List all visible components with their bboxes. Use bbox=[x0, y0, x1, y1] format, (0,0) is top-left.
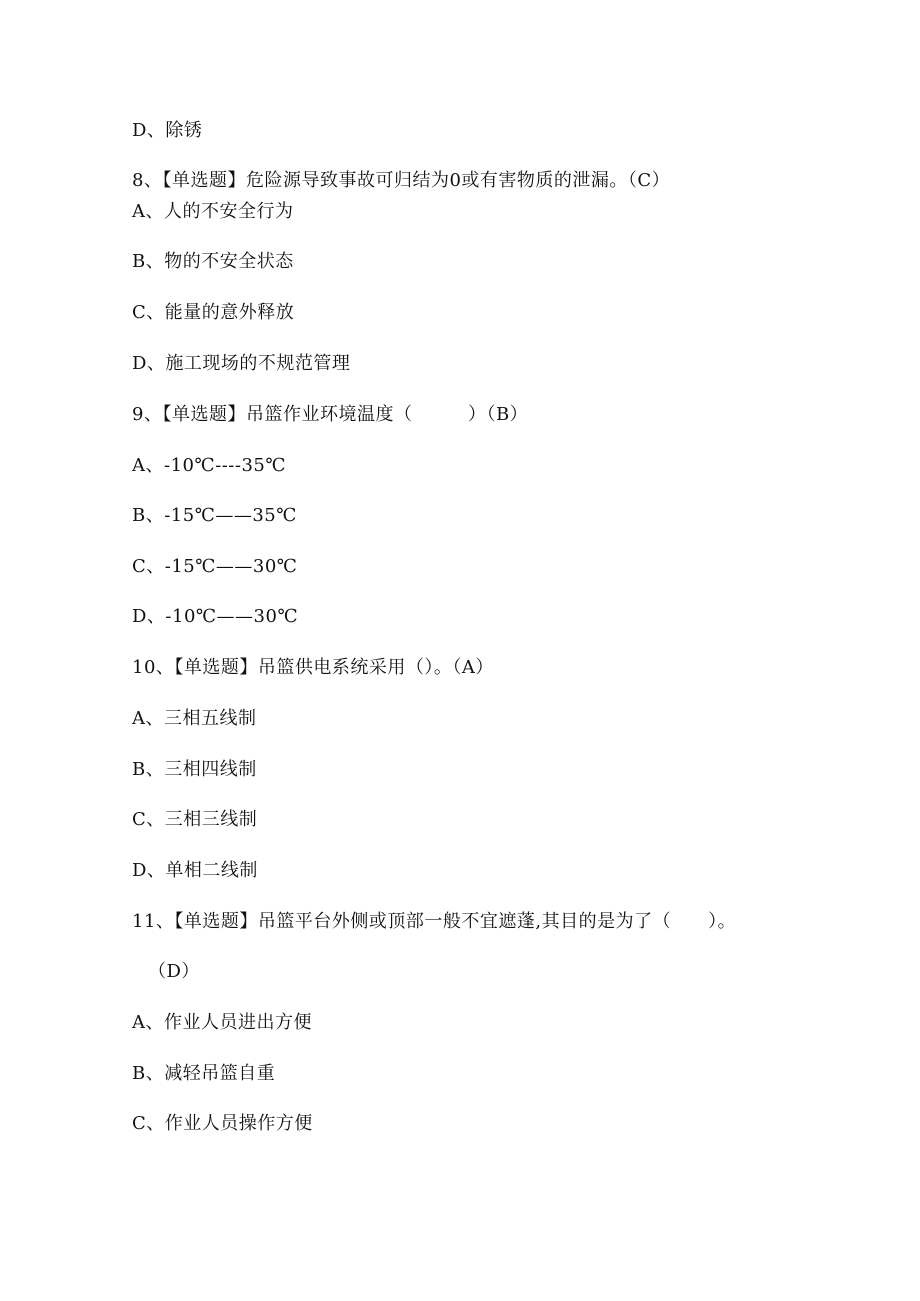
q8-question: 8、【单选题】危险源导致事故可归结为0或有害物质的泄漏。（C） bbox=[132, 170, 671, 191]
q11-answer: （D） bbox=[148, 961, 200, 982]
q9-question: 9、【单选题】吊篮作业环境温度（ ）（B） bbox=[132, 404, 529, 425]
q7-option-d: D、除锈 bbox=[132, 120, 203, 141]
q9-option-a: A、-10℃----35℃ bbox=[132, 455, 286, 476]
q8-option-d: D、施工现场的不规范管理 bbox=[132, 353, 351, 374]
q8-option-a: A、人的不安全行为 bbox=[132, 201, 294, 222]
q8-option-c: C、能量的意外释放 bbox=[132, 302, 295, 323]
q11-option-b: B、减轻吊篮自重 bbox=[132, 1063, 276, 1084]
q10-question: 10、【单选题】吊篮供电系统采用（）。（A） bbox=[132, 657, 494, 678]
q9-option-c: C、-15℃——30℃ bbox=[132, 556, 298, 577]
q10-option-d: D、单相二线制 bbox=[132, 860, 258, 881]
q9-option-b: B、-15℃——35℃ bbox=[132, 505, 297, 526]
q9-option-d: D、-10℃——30℃ bbox=[132, 606, 299, 627]
q10-option-a: A、三相五线制 bbox=[132, 708, 257, 729]
q11-question: 11、【单选题】吊篮平台外侧或顶部一般不宜遮蓬,其目的是为了（ ）。 bbox=[132, 911, 737, 932]
q10-option-c: C、三相三线制 bbox=[132, 809, 258, 830]
q11-option-c: C、作业人员操作方便 bbox=[132, 1113, 313, 1134]
q8-option-b: B、物的不安全状态 bbox=[132, 251, 294, 272]
q11-option-a: A、作业人员进出方便 bbox=[132, 1012, 312, 1033]
q10-option-b: B、三相四线制 bbox=[132, 759, 257, 780]
